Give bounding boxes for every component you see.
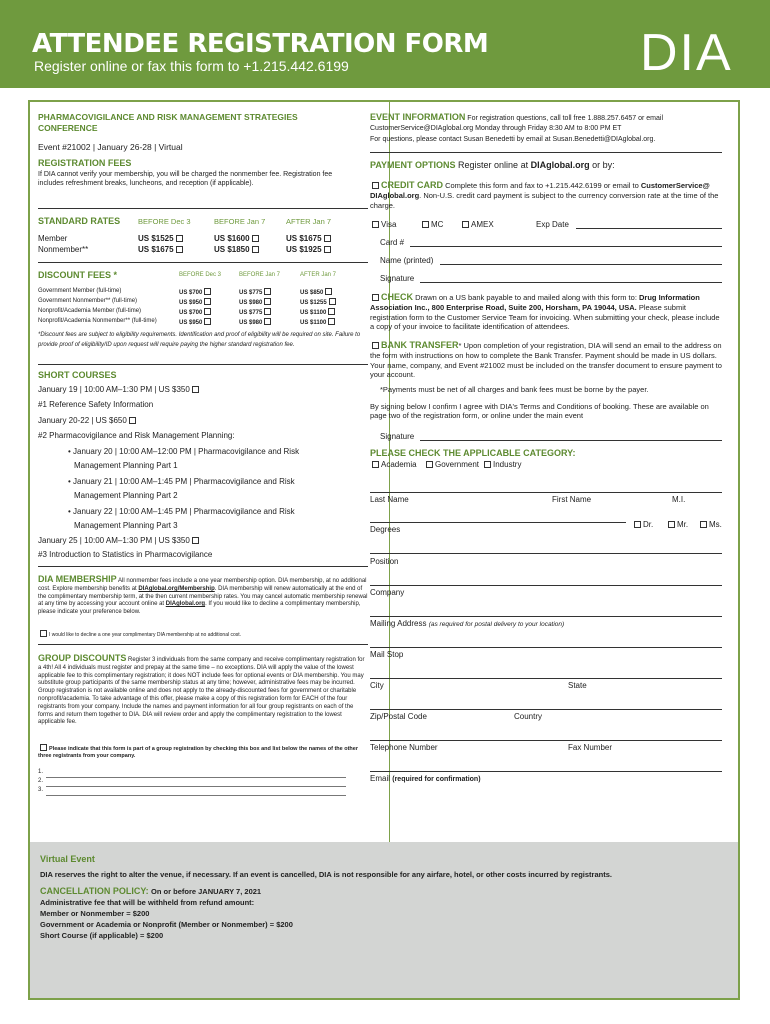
group-line-3: 3. (38, 787, 44, 793)
disc-value: US $1255 (300, 298, 338, 308)
mr-option: Mr. (666, 520, 688, 530)
std-value: US $1925 (286, 245, 333, 255)
bank-text: BANK TRANSFER* Upon completion of your registration, DIA will send an email to the address on the form with instructions on how to complete the Bank Transfer. Payment should be made in US dollars. Your name, company, and Event #21002 must be included on the transfer document to ensure payment to your account. (370, 340, 722, 379)
decline-membership: I would like to decline a one year complimentary DIA membership at no additional cost. (38, 630, 241, 638)
discount-fees-heading: DISCOUNT FEES * (38, 270, 118, 280)
std-value: US $1675 (138, 245, 185, 255)
form-subtitle: Register online or fax this form to +1.215.442.6199 (34, 58, 349, 74)
checkbox[interactable] (40, 630, 47, 637)
group-line-2: 2. (38, 778, 44, 784)
category-option: Government (424, 460, 479, 470)
rule (38, 208, 368, 209)
email-field[interactable] (370, 771, 722, 772)
terms-text: By signing below I confirm I agree with DIA's Terms and Conditions of booking. These are available on page two of the registration form, or online under the main event (370, 402, 709, 421)
checkbox[interactable] (328, 318, 335, 325)
registration-fees-heading: REGISTRATION FEES (38, 158, 132, 168)
checkbox[interactable] (462, 221, 469, 228)
card-number-field[interactable] (410, 246, 722, 247)
checkbox[interactable] (204, 308, 211, 315)
exp-date-label: Exp Date (536, 220, 569, 229)
last-name-label: Last Name (370, 495, 409, 504)
disc-value: US $775 (239, 308, 273, 318)
mail-stop-label: Mail Stop (370, 650, 404, 659)
credit-card-heading: CREDIT CARD (381, 180, 443, 190)
course-2-part-2: • January 21 | 10:00 AM–1:45 PM | Pharmacovigilance and Risk (68, 477, 295, 486)
checkbox[interactable] (204, 288, 211, 295)
checkbox[interactable] (204, 298, 211, 305)
cancel-line-3: Government or Academia or Nonprofit (Member or Nonmember) = $200 (40, 920, 293, 929)
checkbox[interactable] (372, 461, 379, 468)
group-line-1: 1. (38, 769, 44, 775)
cancellation-heading: CANCELLATION POLICY: (40, 886, 149, 896)
checkbox[interactable] (40, 744, 47, 751)
rule (38, 566, 368, 567)
rule (370, 152, 722, 153)
checkbox[interactable] (192, 386, 199, 393)
disc-value: US $950 (179, 298, 213, 308)
event-line: Event #21002 | January 26-28 | Virtual (38, 142, 183, 152)
std-value: US $1850 (214, 245, 261, 255)
std-row-label: Nonmember** (38, 245, 89, 254)
membership-heading: DIA MEMBERSHIP (38, 574, 117, 584)
course-2-part-1b: Management Planning Part 1 (74, 461, 178, 470)
disc-value: US $1100 (300, 318, 337, 328)
terms-signature-label: Signature (380, 432, 415, 441)
checkbox[interactable] (129, 417, 136, 424)
checkbox[interactable] (324, 235, 331, 242)
disc-value: US $1100 (300, 308, 337, 318)
telephone-label: Telephone Number (370, 743, 438, 752)
cancel-line-2: Member or Nonmember = $200 (40, 909, 150, 918)
terms-signature-field[interactable] (420, 440, 722, 441)
company-field[interactable] (370, 585, 722, 586)
checkbox[interactable] (372, 294, 379, 301)
disc-col-1: BEFORE Dec 3 (179, 272, 222, 278)
group-check: Please indicate that this form is part of a group registration by checking this box and list below the names of the other three registrants from your company. (38, 746, 358, 760)
checkbox[interactable] (264, 318, 271, 325)
position-label: Position (370, 557, 399, 566)
state-label: State (568, 681, 587, 690)
venue-text: DIA reserves the right to alter the venue, if necessary. If an event is cancelled, DIA is not responsible for any airfare, hotel, or other costs incurred by registrants. (40, 870, 612, 879)
exp-date-field[interactable] (576, 228, 722, 229)
short-courses-heading: SHORT COURSES (38, 370, 117, 380)
group-heading: GROUP DISCOUNTS (38, 653, 127, 663)
checkbox[interactable] (192, 537, 199, 544)
category-option: Industry (482, 460, 521, 470)
course-2-part-3: • January 22 | 10:00 AM–1:45 PM | Pharmacovigilance and Risk (68, 507, 295, 516)
payment-options: PAYMENT OPTIONS Register online at DIAglobal.org or by: (370, 160, 615, 170)
course-2-date: January 20-22 | US $650 (38, 416, 138, 426)
disc-row-label: Government Nonmember** (full-time) (38, 298, 138, 304)
checkbox[interactable] (324, 246, 331, 253)
payment-heading: PAYMENT OPTIONS (370, 160, 456, 170)
membership-text: DIA MEMBERSHIP All nonmember fees include a one year membership option. DIA membership, at no additional cost. Explore membership benefits at DIAglobal.org/Membership. DIA membership will renew automatically at the end of the complimentary membership term, at the then current membership rates. You may cancel automatic membership renewal at any time by accessing your account online at DIAglobal.org. If you would like to decline a complimentary membership, please indicate your preference below. (38, 574, 368, 616)
cancel-line-1: Administrative fee that will be withheld from refund amount: (40, 898, 255, 907)
first-name-label: First Name (552, 495, 592, 504)
name-printed-label: Name (printed) (380, 256, 434, 265)
mi-label: M.I. (672, 495, 686, 504)
rule (38, 644, 368, 645)
course-2-part-1: • January 20 | 10:00 AM–12:00 PM | Pharmacovigilance and Risk (68, 447, 300, 456)
standard-rates-heading: STANDARD RATES (38, 216, 121, 226)
mail-stop-field[interactable] (370, 647, 722, 648)
disc-row-label: Government Member (full-time) (38, 288, 122, 294)
ms-option: Ms. (698, 520, 722, 530)
country-label: Country (514, 712, 543, 721)
checkbox[interactable] (328, 308, 335, 315)
dia-link[interactable]: DIAglobal.org (165, 601, 206, 608)
checkbox[interactable] (176, 246, 183, 253)
card-types: Visa (370, 220, 396, 230)
category-option: Academia (370, 460, 417, 470)
registration-fees-text: If DIA cannot verify your membership, you will be charged the nonmember fee. Registration fee includes refreshment breaks, luncheons, and reception (if applicable). (38, 171, 333, 188)
card-types: MC (420, 220, 443, 230)
bank-heading: BANK TRANSFER (381, 340, 459, 350)
credit-card-text: CREDIT CARD Complete this form and fax to +1.215.442.6199 or email to CustomerService@ DIAglobal.org. Non-U.S. credit card payment is subject to the currency conversion rate at the time of the charge. (370, 180, 719, 210)
std-value: US $1675 (286, 234, 333, 244)
course-2-title: #2 Pharmacovigilance and Risk Management Planning: (38, 431, 235, 440)
category-heading: PLEASE CHECK THE APPLICABLE CATEGORY: (370, 448, 576, 458)
course-1-date: January 19 | 10:00 AM–1:30 PM | US $350 (38, 385, 201, 395)
checkbox[interactable] (634, 521, 641, 528)
membership-link[interactable]: DIAglobal.org/Membership (138, 585, 215, 592)
checkbox[interactable] (668, 521, 675, 528)
rule (38, 262, 368, 263)
disc-row-label: Nonprofit/Academia Nonmember** (full-time) (38, 318, 157, 324)
virtual-event-heading: Virtual Event (40, 854, 95, 864)
checkbox[interactable] (329, 298, 336, 305)
phone-fax-field[interactable] (370, 740, 722, 741)
std-col-3: AFTER Jan 7 (286, 217, 332, 226)
course-3-title: #3 Introduction to Statistics in Pharmacovigilance (38, 550, 213, 559)
checkbox[interactable] (264, 308, 271, 315)
check-heading: CHECK (381, 292, 414, 302)
disc-value: US $775 (239, 288, 273, 298)
checkbox[interactable] (264, 298, 271, 305)
cancellation-line: CANCELLATION POLICY: On or before JANUARY 7, 2021 (40, 886, 262, 896)
disc-col-2: BEFORE Jan 7 (239, 272, 281, 278)
checkbox[interactable] (372, 221, 379, 228)
card-number-label: Card # (380, 238, 405, 247)
mailing-address-label: Mailing Address (as required for postal delivery to your location) (370, 619, 565, 628)
checkbox[interactable] (700, 521, 707, 528)
form-title: ATTENDEE REGISTRATION FORM (32, 29, 489, 59)
group-line[interactable] (46, 795, 346, 796)
std-value: US $1600 (214, 234, 261, 244)
bank-note: *Payments must be net of all charges and bank fees must be borne by the payer. (380, 385, 649, 394)
checkbox[interactable] (372, 342, 379, 349)
checkbox[interactable] (252, 235, 259, 242)
std-value: US $1525 (138, 234, 185, 244)
degrees-field[interactable] (370, 522, 626, 523)
email-label: Email (required for confirmation) (370, 774, 481, 783)
rule (38, 364, 368, 365)
policy-footer (30, 842, 738, 998)
checkbox[interactable] (372, 182, 379, 189)
column-divider (389, 102, 390, 842)
discount-note: *Discount fees are subject to eligibility requirements. Identification and proof of eligibility will be required on site. Failure to provide proof of eligibility/ID upon request will require paying the higher standard registration fee. (38, 332, 361, 349)
disc-row-label: Nonprofit/Academia Member (full-time) (38, 308, 142, 314)
disc-value: US $980 (239, 318, 273, 328)
name-printed-field[interactable] (440, 264, 722, 265)
course-1-title: #1 Reference Safety Information (38, 400, 154, 409)
event-info: EVENT INFORMATION For registration questions, call toll free 1.888.257.6457 or email CustomerService@DIAglobal.org Monday through Friday 8:30 AM to 8:00 PM ET (370, 112, 664, 132)
disc-value: US $700 (179, 288, 213, 298)
std-row-label: Member (38, 234, 68, 243)
checkbox[interactable] (252, 246, 259, 253)
dia-logo (640, 20, 750, 76)
conference-title: PHARMACOVIGILANCE AND RISK MANAGEMENT STRATEGIES CONFERENCE (38, 112, 298, 133)
degrees-label: Degrees (370, 525, 401, 534)
course-3-date: January 25 | 10:00 AM–1:30 PM | US $350 (38, 536, 201, 546)
disc-col-3: AFTER Jan 7 (300, 272, 337, 278)
last-name-field[interactable] (370, 492, 722, 493)
disc-value: US $850 (300, 288, 334, 298)
std-col-2: BEFORE Jan 7 (214, 217, 266, 226)
check-text: CHECK Drawn on a US bank payable to and mailed along with this form to: Drug Information Association Inc., 800 Enterprise Road, Suite 200, Horsham, PA 19044, USA. Please submit registration form to the Customer Service Team for invoicing. When submitting your check, please include a copy of your invoice to facilitate identification of attendees. (370, 292, 720, 331)
card-signature-field[interactable] (420, 282, 722, 283)
checkbox[interactable] (325, 288, 332, 295)
event-info-2: For questions, please contact Susan Benedetti by email at Susan.Benedetti@DIAglobal.org. (370, 136, 656, 143)
company-label: Company (370, 588, 405, 597)
page-header (0, 0, 770, 88)
checkbox[interactable] (264, 288, 271, 295)
zip-country-field[interactable] (370, 709, 722, 710)
zip-label: Zip/Postal Code (370, 712, 427, 721)
city-label: City (370, 681, 384, 690)
cancel-line-4: Short Course (if applicable) = $200 (40, 931, 164, 940)
position-field[interactable] (370, 553, 722, 554)
course-2-part-3b: Management Planning Part 3 (74, 521, 178, 530)
course-2-part-2b: Management Planning Part 2 (74, 491, 178, 500)
checkbox[interactable] (484, 461, 491, 468)
fax-label: Fax Number (568, 743, 613, 752)
form-frame (28, 100, 740, 1000)
disc-value: US $950 (179, 318, 213, 328)
std-col-1: BEFORE Dec 3 (138, 217, 191, 226)
disc-value: US $700 (179, 308, 213, 318)
mailing-address-field[interactable] (370, 616, 722, 617)
group-line[interactable] (46, 786, 346, 787)
checkbox[interactable] (176, 235, 183, 242)
card-types: AMEX (460, 220, 494, 230)
disc-value: US $980 (239, 298, 273, 308)
checkbox[interactable] (204, 318, 211, 325)
event-info-heading: EVENT INFORMATION (370, 112, 466, 122)
group-line[interactable] (46, 777, 346, 778)
svg-text:DIA: DIA (640, 24, 733, 76)
payment-link[interactable]: DIAglobal.org (530, 160, 590, 170)
group-text: GROUP DISCOUNTS Register 3 individuals from the same company and receive complimentary registration for a 4th! All 4 individuals must register and prepay at the same time – no exceptions. DIA will apply the value of the lowest applicable fee to this complimentary registration; it does NOT include fees for optional events or DIA membership. You may substitute group participants of the same membership status at any time; however, administrative fees may be incurred. Group registration is not available online and does not apply to the already-discounted fees for government or charitable nonprofit/academia. To take advantage of this offer, please make a copy of this registration form for EACH of the four registrants from your company. Include the names and payment information for all four group registrants on each of the forms and return them together to DIA. DIA will review order and apply the complimentary registration to the lowest applicable fee. (38, 653, 365, 726)
checkbox[interactable] (422, 221, 429, 228)
city-state-field[interactable] (370, 678, 722, 679)
dr-option: Dr. (632, 520, 653, 530)
checkbox[interactable] (426, 461, 433, 468)
card-signature-label: Signature (380, 274, 415, 283)
